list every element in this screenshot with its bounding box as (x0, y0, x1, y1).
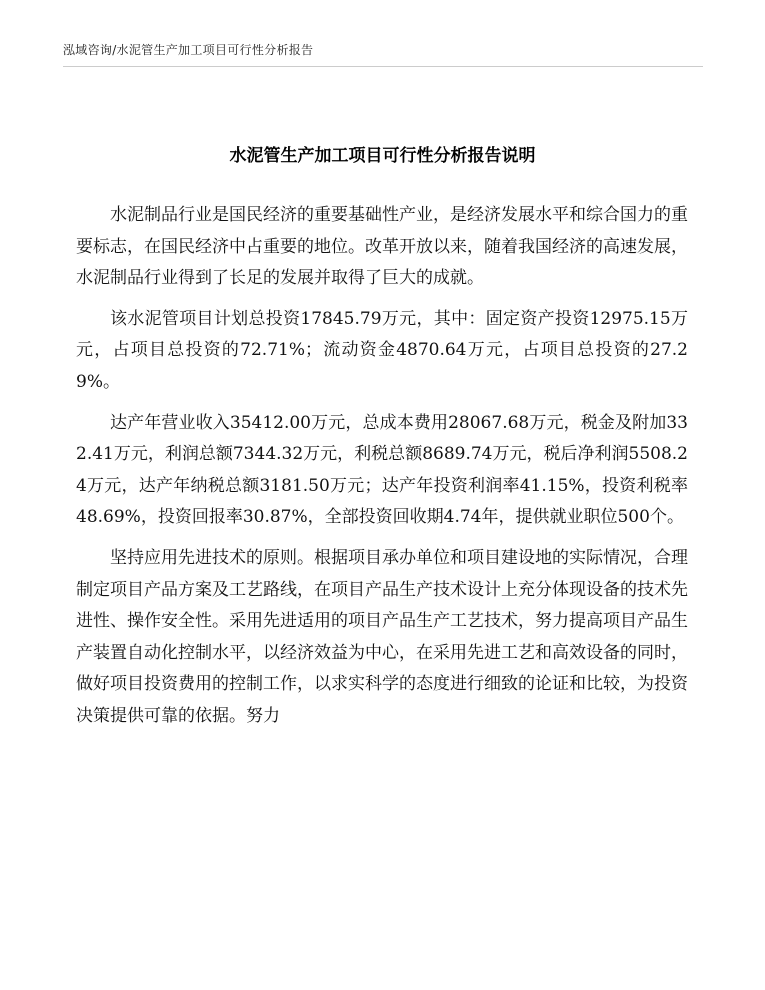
document-body (76, 200, 688, 742)
page-header-breadcrumb: 泓域咨询/水泥管生产加工项目可行性分析报告 (63, 43, 314, 57)
paragraph-financials: 达产年营业收入35412.00万元，总成本费用28067.68万元，税金及附加332.41万元，利润总额7344.32万元，利税总额8689.74万元，税后净利润5508.24万元，达产年纳税总额3181.50万元；达产年投资利润率41.15%，投资利税率48.69%，投资回报率30.87%，全部投资回收期4.74年，提供就业职位500个。 (76, 412, 688, 528)
paragraph-industry-intro: 水泥制品行业是国民经济的重要基础性产业，是经济发展水平和综合国力的重要标志，在国民经济中占重要的地位。改革开放以来，随着我国经济的高速发展，水泥制品行业得到了长足的发展并取得了巨大的成就。 (76, 205, 688, 289)
header-divider (63, 66, 703, 67)
paragraph-technology-principle: 坚持应用先进技术的原则。根据项目承办单位和项目建设地的实际情况，合理制定项目产品方案及工艺路线，在项目产品生产技术设计上充分体现设备的技术先进性、操作安全性。采用先进适用的项目产品生产工艺技术，努力提高项目产品生产装置自动化控制水平，以经济效益为中心，在采用先进工艺和高效设备的同时，做好项目投资费用的控制工作，以求实科学的态度进行细致的论证和比较，为投资决策提供可靠的依据。努力 (76, 547, 688, 726)
paragraph-investment: 该水泥管项目计划总投资17845.79万元，其中：固定资产投资12975.15万元，占项目总投资的72.71%；流动资金4870.64万元，占项目总投资的27.29%。 (76, 308, 688, 392)
document-title: 水泥管生产加工项目可行性分析报告说明 (229, 146, 536, 166)
